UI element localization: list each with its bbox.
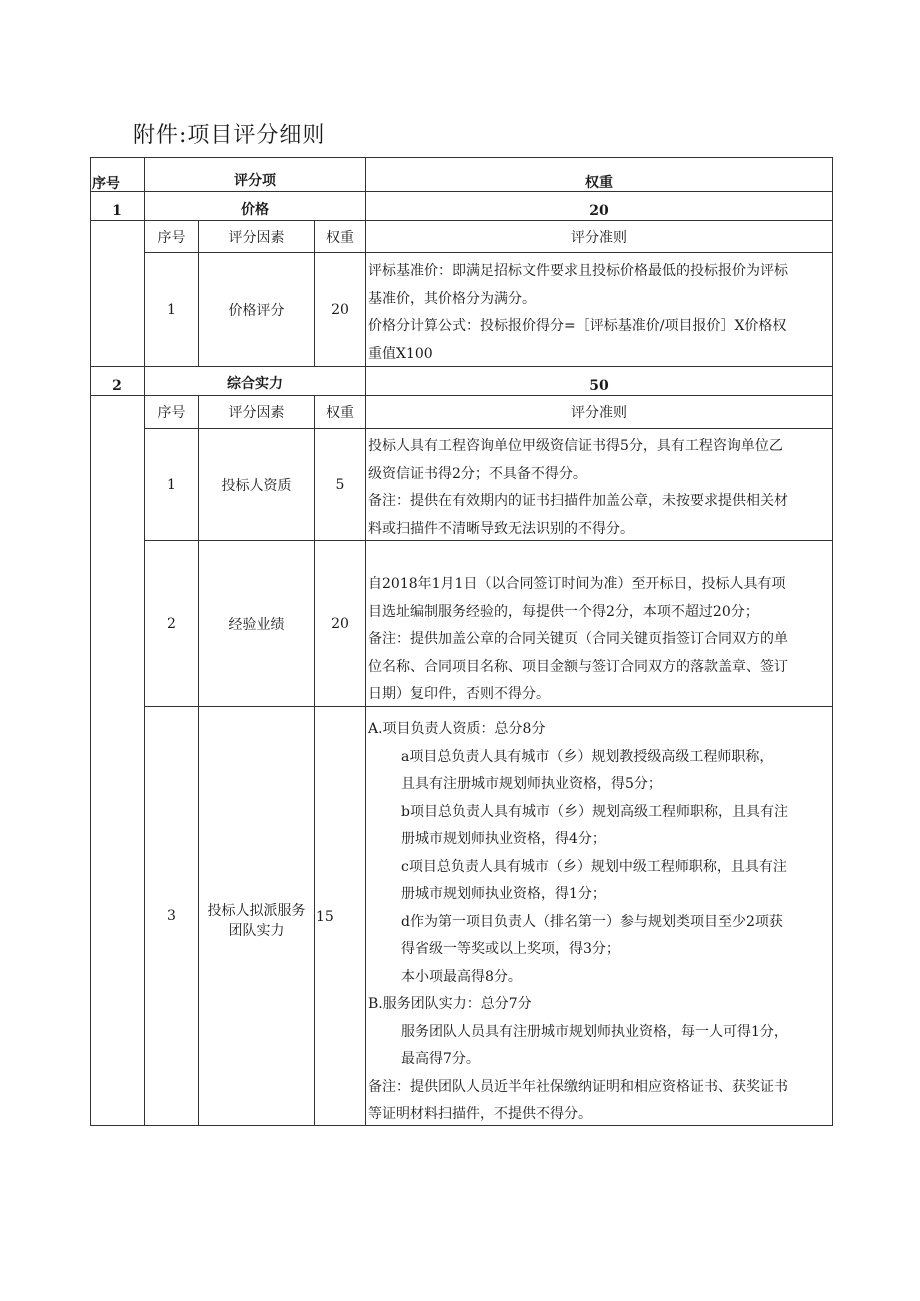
- row-factor: 经验业绩: [228, 616, 285, 633]
- row-criteria: A.项目负责人资质：总分8分 a项目总负责人具有城市（乡）规划教授级高级工程师职称， 且具有注册城市规划师执业资格，得5分； b项目总负责人具有城市（乡）规划高级工程师职称，且具有注 册城市规划师执业资格，得4分； c项目总负责人具有城市（乡）规划中级工程师职称，且具有注 册城市规划师执业资格，得1分； d作为第一项目负责人（排名第一）参与规划类项目至少2项获 得省级一等奖或以上奖项，得3分； 本小项最高得8分。 B.服务团队实力：总分7分 服务团队人员具有注册城市规划师执业资格，每一人可得1分， 最高得7分。 备注：提供团队人员近半年社保缴纳证明和相应资格证书、获奖证书 等证明材料扫描件，不提供不得分。: [368, 721, 788, 1122]
- header-seq: 序号: [92, 176, 120, 192]
- row-criteria: 评标基准价：即满足招标文件要求且投标价格最低的投标报价为评标 基准价，其价格分为满分。 价格分计算公式：投标报价得分=［评标基准价/项目报价］X价格权 重值X100: [368, 263, 788, 362]
- subheader-weight: 权重: [326, 405, 354, 421]
- row-weight: 20: [331, 301, 349, 318]
- section-weight: 20: [589, 203, 609, 219]
- subheader-seq: 序号: [157, 405, 186, 421]
- row-factor: 投标人资质: [221, 477, 292, 494]
- section-name: 综合实力: [227, 376, 283, 392]
- row-criteria: 投标人具有工程咨询单位甲级资信证书得5分，具有工程咨询单位乙 级资信证书得2分；不具备不得分。 备注：提供在有效期内的证书扫描件加盖公章，未按要求提供相关材 料或扫描件不清晰导致无法识别的不得分。: [368, 438, 788, 537]
- row-seq: 1: [167, 476, 176, 493]
- section-name: 价格: [241, 202, 269, 218]
- row-weight: 20: [331, 615, 349, 632]
- header-weight: 权重: [585, 175, 613, 191]
- row-weight: 15: [316, 909, 334, 925]
- subheader-criteria: 评分准则: [571, 405, 627, 421]
- section-weight: 50: [589, 378, 609, 394]
- subheader-criteria: 评分准则: [571, 229, 627, 246]
- row-seq: 3: [167, 908, 176, 924]
- row-weight: 5: [335, 476, 345, 493]
- row-criteria: 自2018年1月1日（以合同签订时间为准）至开标日，投标人具有项 目选址编制服务经验的，每提供一个得2分，本项不超过20分； 备注：提供加盖公章的合同关键页（合同关键页指签订合同双方的单 位名称、合同项目名称、项目金额与签订合同双方的落款盖章、签订 日期）复印件，否则不得分。: [368, 576, 788, 702]
- row-seq: 2: [167, 615, 176, 632]
- header-item: 评分项: [234, 173, 276, 189]
- section-seq: 1: [112, 203, 122, 219]
- row-factor: 投标人拟派服务 团队实力: [207, 903, 306, 939]
- subheader-weight: 权重: [326, 229, 354, 246]
- subheader-factor: 评分因素: [228, 405, 285, 421]
- subheader-seq: 序号: [157, 229, 186, 246]
- page-title: 附件:项目评分细则: [133, 123, 326, 148]
- section-seq: 2: [112, 378, 122, 394]
- subheader-factor: 评分因素: [228, 229, 285, 246]
- row-factor: 价格评分: [228, 302, 285, 319]
- row-seq: 1: [167, 301, 176, 318]
